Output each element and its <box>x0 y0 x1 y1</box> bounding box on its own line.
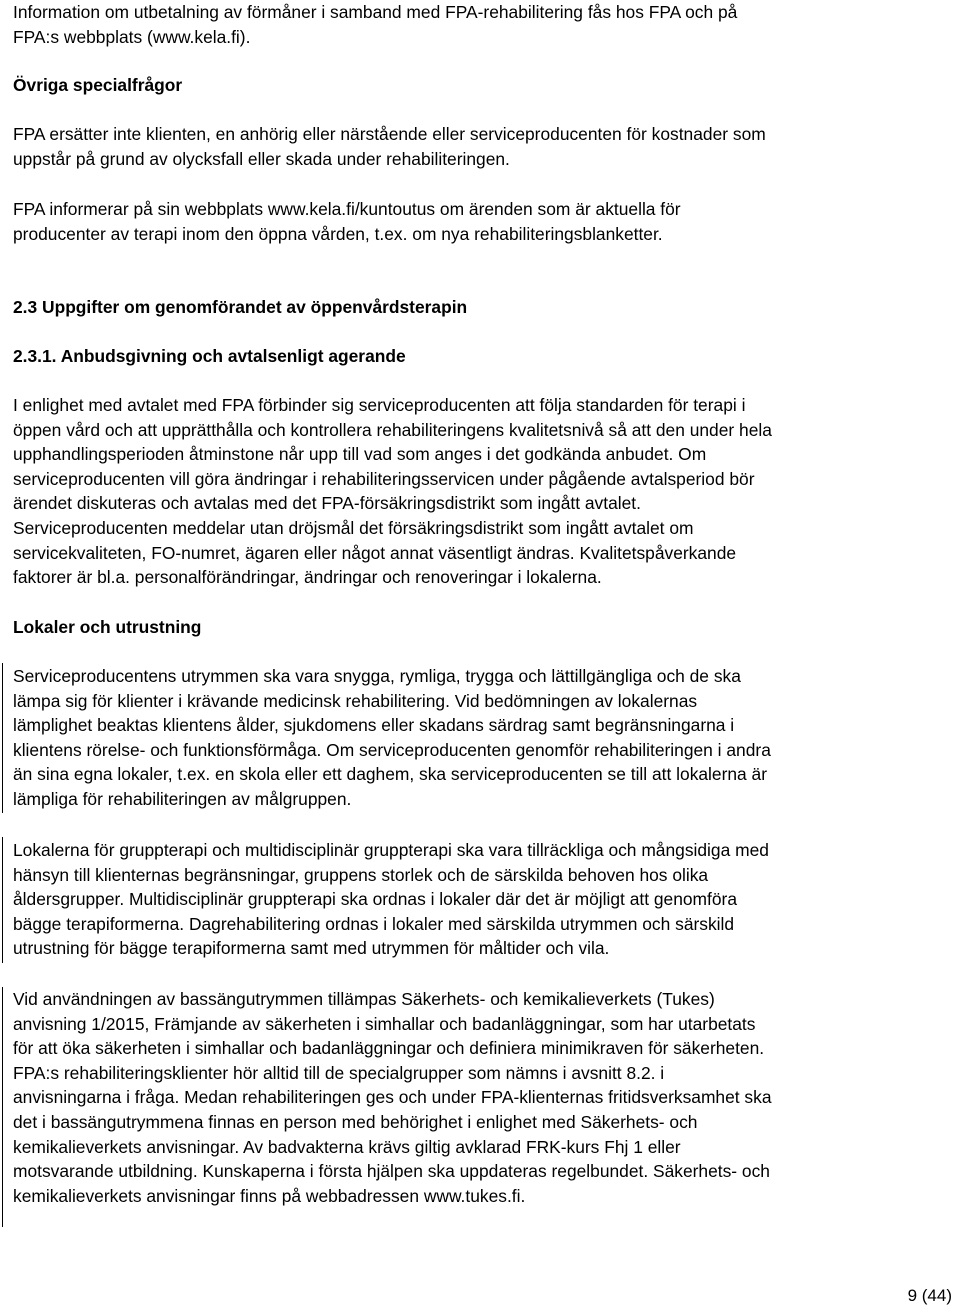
text-line: servicekvaliteten, FO-numret, ägaren eller något annat väsentligt ändras. Kvalitetspåverkande <box>13 542 737 563</box>
lokaler-paragraph-3 <box>13 987 953 1208</box>
text-line: än sina egna lokaler, t.ex. en skola eller ett daghem, ska serviceproducenten se till att lokalerna är <box>13 764 768 785</box>
text-line: Serviceproducentens utrymmen ska vara snygga, rymliga, trygga och lättillgängliga och de ska <box>13 666 741 686</box>
page-number: 9 (44) <box>907 1286 952 1305</box>
text-line: FPA:s webbplats (www.kela.fi). <box>13 26 251 47</box>
text-line: bägge terapiformerna. Dagrehabilitering ordnas i lokaler med särskilda utrymmen och särskild <box>13 913 735 934</box>
text-line: lämplighet beaktas klientens ålder, sjukdomens eller skadans särdrag samt begränsningarna i <box>13 715 735 736</box>
text-line: motsvarande utbildning. Kunskaperna i första hjälpen ska uppdateras regelbundet. Säkerhets- och <box>13 1161 770 1182</box>
text-line: anvisningarna i fråga. Medan rehabiliteringen ges och under FPA-klienternas fritidsverksamhet ska <box>13 1087 772 1108</box>
text-line: kemikalieverkets anvisningar. Av badvakterna krävs giltig avklarad FRK-kurs Fhj 1 eller <box>13 1136 681 1157</box>
text-line: Vid användningen av bassängutrymmen tillämpas Säkerhets- och kemikalieverkets (Tukes) <box>13 989 715 1009</box>
section-heading-lokaler: Lokaler och utrustning <box>13 617 202 637</box>
text-line: faktorer är bl.a. personalförändringar, ändringar och renoveringar i lokalerna. <box>13 567 602 588</box>
text-line: lämpa sig för klienter i krävande medicinsk rehabilitering. Vid bedömningen av lokalernas <box>13 690 698 711</box>
change-bar <box>2 663 3 813</box>
text-line: serviceproducenten vill göra ändringar i rehabiliteringsservicen under pågående avtalsperiod bör <box>13 468 755 489</box>
text-line: Serviceproducenten meddelar utan dröjsmål det försäkringsdistrikt som ingått avtalet om <box>13 517 694 538</box>
lokaler-paragraph-1 <box>13 664 953 812</box>
text-line: FPA informerar på sin webbplats www.kela.fi/kuntoutus om ärenden som är aktuella för <box>13 199 681 219</box>
text-line: åldersgrupper. Multidisciplinär gruppterapi ska ordnas i lokaler där det är möjligt att genomföra <box>13 889 738 910</box>
text-line: hänsyn till klienternas begränsningar, gruppens storlek och de särskilda behoven hos olika <box>13 864 709 885</box>
text-line: Information om utbetalning av förmåner i samband med FPA-rehabilitering fås hos FPA och på <box>13 2 738 22</box>
text-line: I enlighet med avtalet med FPA förbinder sig serviceproducenten att följa standarden för terapi i <box>13 395 746 415</box>
text-line: för att öka säkerheten i simhallar och badanläggningar och definiera minimikraven för säkerheten. <box>13 1038 765 1059</box>
anbud-paragraph <box>13 393 953 590</box>
text-line: uppstår på grund av olycksfall eller skada under rehabiliteringen. <box>13 148 510 169</box>
text-line: FPA ersätter inte klienten, en anhörig eller närstående eller serviceproducenten för kostnader som <box>13 124 766 144</box>
text-line: kemikalieverkets anvisningar finns på webbadressen www.tukes.fi. <box>13 1185 526 1206</box>
text-line: lämpliga för rehabiliteringen av målgruppen. <box>13 788 352 809</box>
text-line: FPA:s rehabiliteringsklienter hör alltid till de specialgrupper som nämns i avsnitt 8.2. i <box>13 1062 665 1083</box>
text-line: anvisning 1/2015, Främjande av säkerheten i simhallar och badanläggningar, som har utarbetats <box>13 1013 756 1034</box>
intro-paragraph <box>13 0 953 49</box>
change-bar <box>2 837 3 963</box>
text-line: upphandlingsperioden åtminstone når upp till vad som anges i det godkända anbudet. Om <box>13 444 707 465</box>
text-line: Lokalerna för gruppterapi och multidisciplinär gruppterapi ska vara tillräckliga och mångsidiga med <box>13 840 769 860</box>
text-line: utrustning för bägge terapiformerna samt med utrymmen för måltider och vila. <box>13 938 610 959</box>
text-line: klientens rörelse- och funktionsförmåga. Om serviceproducenten genomför rehabiliteringen i andra <box>13 739 771 760</box>
text-line: det i bassängutrymmena finnas en person med behörighet i enlighet med Säkerhets- och <box>13 1111 698 1132</box>
section-heading-2-3: 2.3 Uppgifter om genomförandet av öppenvårdsterapin <box>13 297 468 317</box>
lokaler-paragraph-2 <box>13 838 953 961</box>
section-heading-2-3-1: 2.3.1. Anbudsgivning och avtalsenligt agerande <box>13 346 406 366</box>
text-line: ärendet diskuteras och avtalas med det FPA-försäkringsdistrikt som ingått avtalet. <box>13 493 641 514</box>
change-bar <box>2 987 3 1227</box>
ovriga-paragraph-1 <box>13 122 953 171</box>
text-line: öppen vård och att upprätthålla och kontrollera rehabiliteringens kvalitetsnivå så att den under hela <box>13 419 772 440</box>
section-heading-ovriga: Övriga specialfrågor <box>13 75 183 95</box>
ovriga-paragraph-2 <box>13 197 953 246</box>
text-line: producenter av terapi inom den öppna vården, t.ex. om nya rehabiliteringsblanketter. <box>13 223 663 244</box>
